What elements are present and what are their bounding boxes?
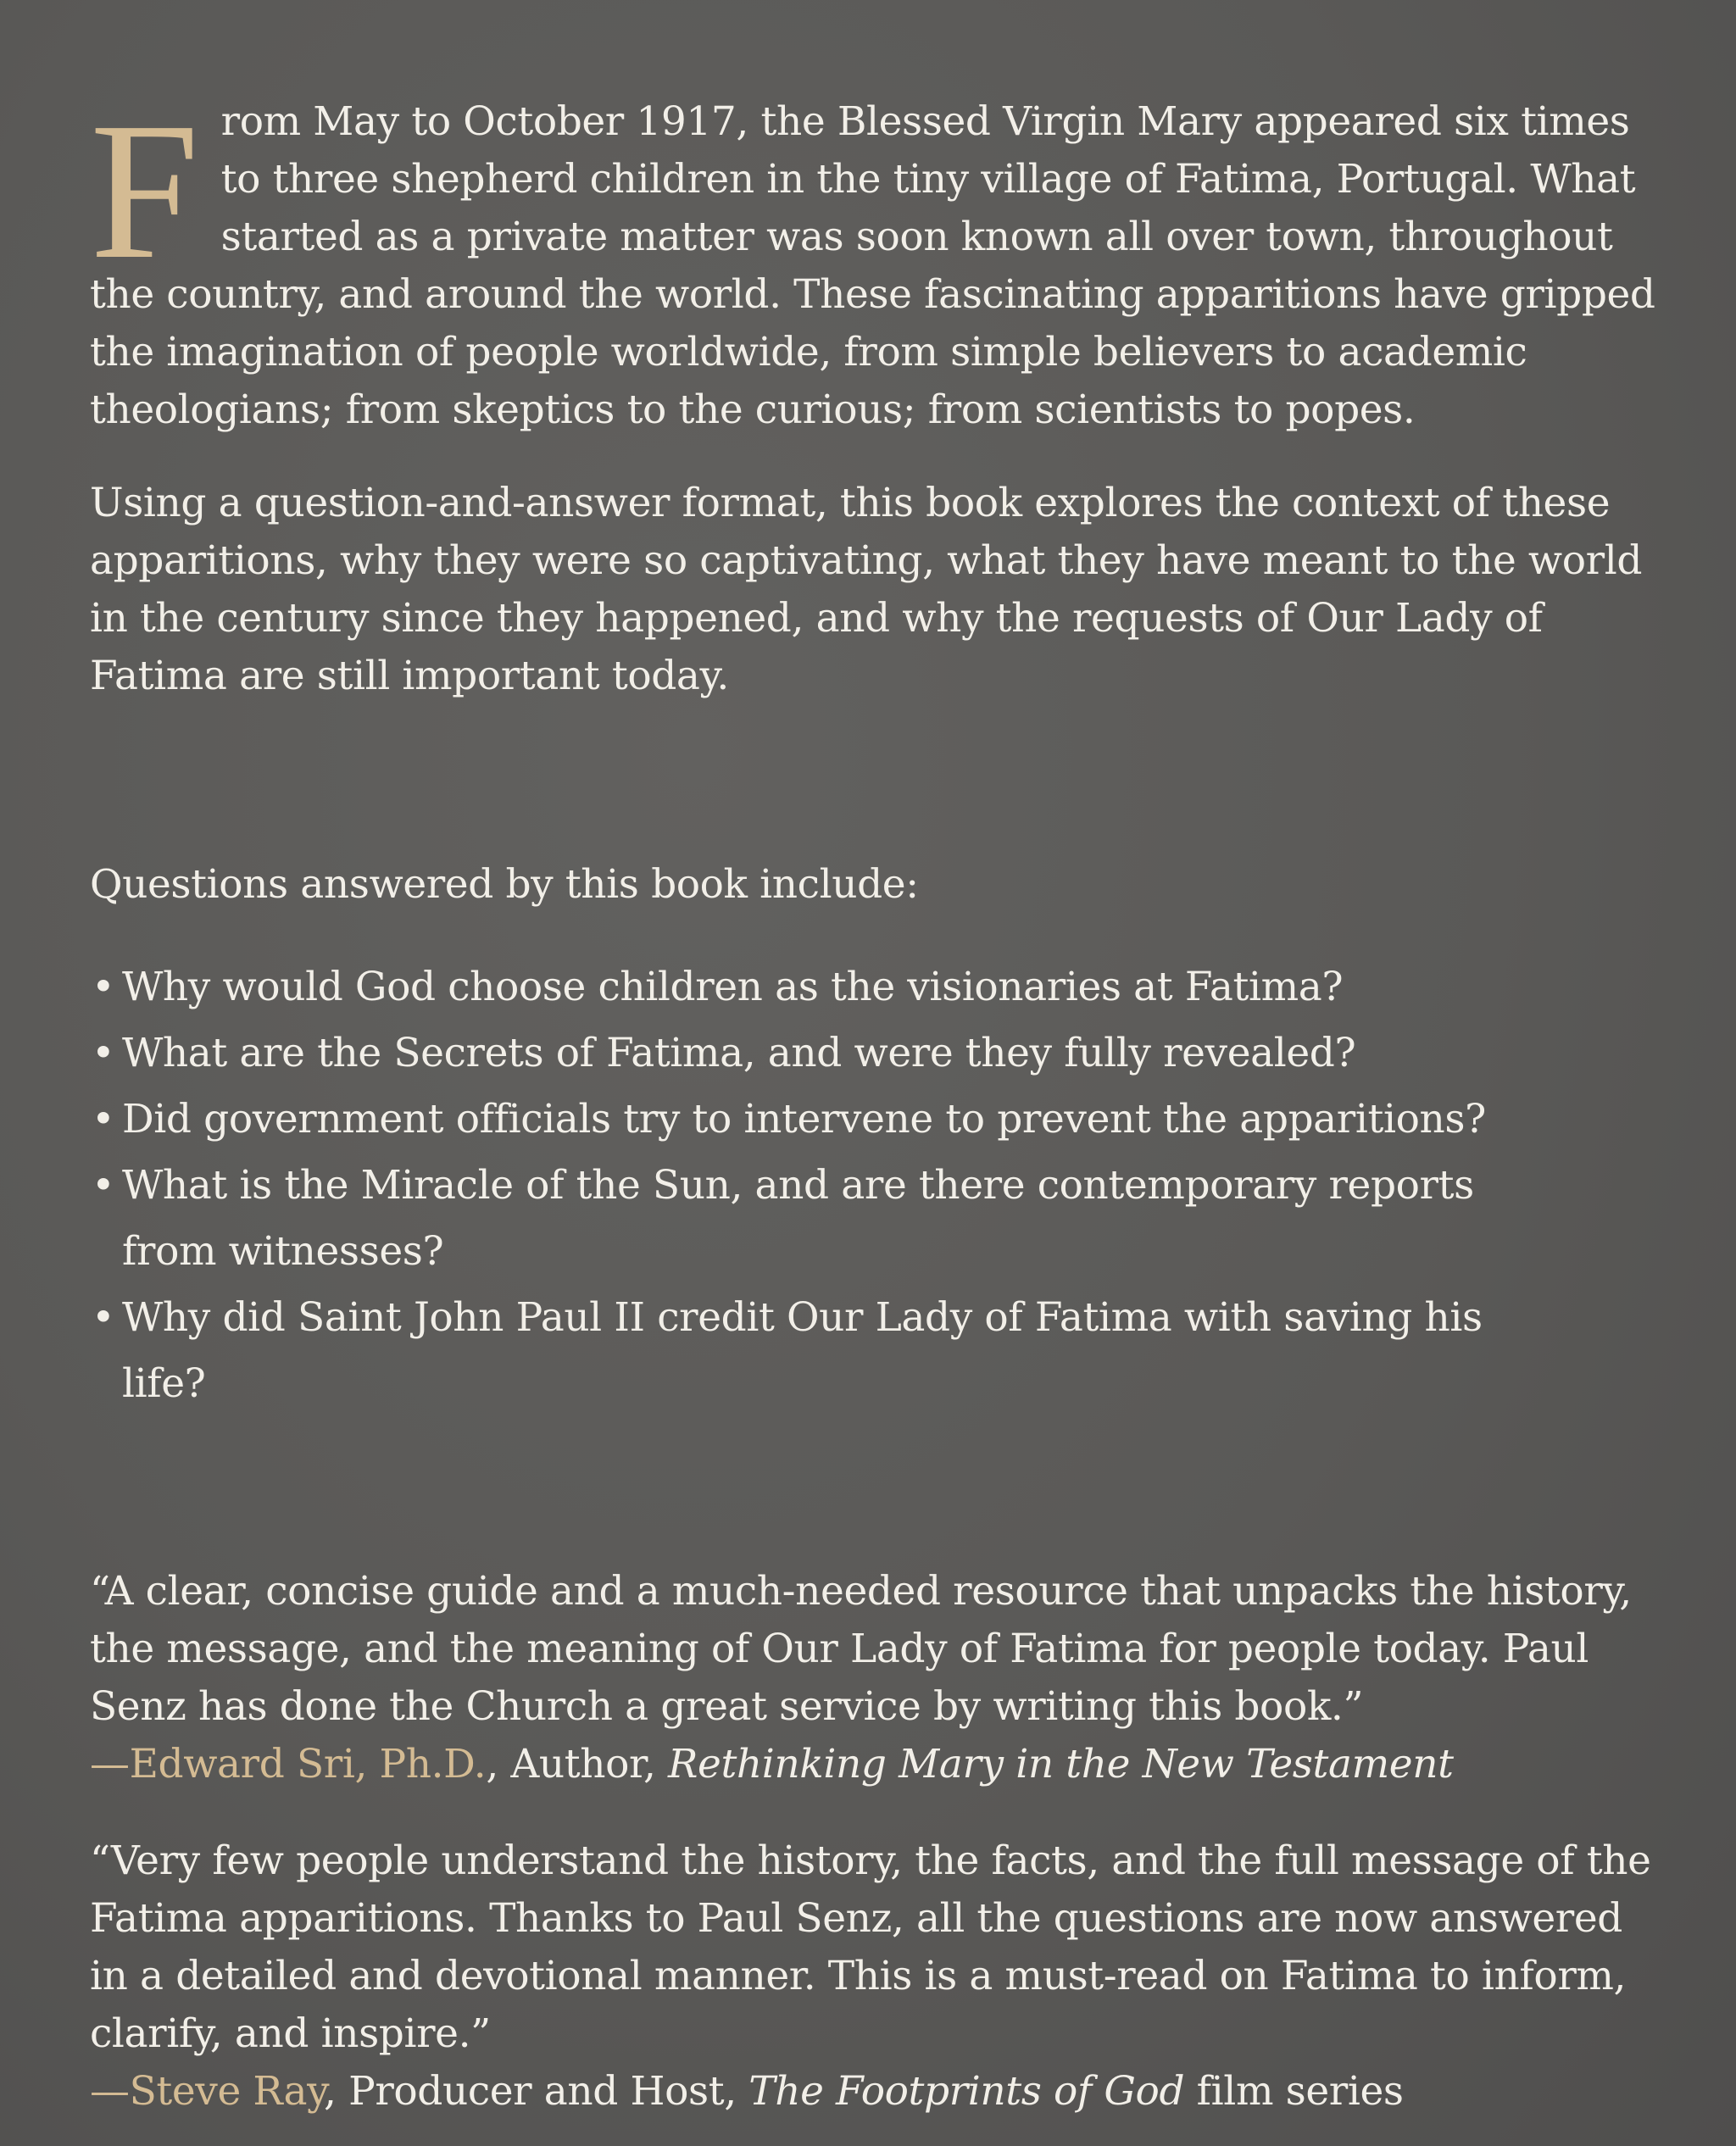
question-item <box>90 1087 1495 1153</box>
description-paragraph: Using a question-and-answer format, this book explores the context of these apparitions, why they were so captivating, what they have meant to the world in the century since they happened, and why the requests of Our Lady of Fatima are still important today. <box>90 480 1643 699</box>
question-item <box>90 1020 1495 1087</box>
bullet: • <box>92 1294 115 1341</box>
endorsement-2 <box>90 1832 1666 2121</box>
cover-text-block <box>90 82 1666 2121</box>
endorsement-attribution <box>90 2063 1666 2121</box>
question-text: Why did Saint John Paul II credit Our Lady of Fatima with saving his life? <box>122 1294 1483 1407</box>
question-text: What are the Secrets of Fatima, and were they fully revealed? <box>122 1030 1356 1076</box>
endorsement-quote: “A clear, concise guide and a much-needed resource that unpacks the history, the message, and the meaning of Our Lady of Fatima for people today. Paul Senz has done the Church a great service by writing this book.” <box>90 1568 1632 1730</box>
question-item <box>90 1285 1495 1417</box>
endorser-work-title: Rethinking Mary in the New Testament <box>668 1741 1454 1787</box>
endorser-name: Steve Ray <box>129 2068 325 2115</box>
question-item <box>90 1153 1495 1285</box>
attribution-dash: — <box>90 2068 130 2115</box>
bullet: • <box>92 1096 115 1142</box>
endorser-work-title: The Footprints of God <box>748 2068 1185 2115</box>
drop-cap: F <box>90 82 199 300</box>
endorser-role: , Producer and Host, <box>324 2068 749 2115</box>
question-text: What is the Miracle of the Sun, and are there contemporary reports from witnesses? <box>122 1162 1474 1275</box>
bullet: • <box>92 1030 115 1076</box>
endorsement-1 <box>90 1563 1658 1793</box>
question-text: Did government officials try to intervene to prevent the apparitions? <box>122 1096 1486 1142</box>
question-text: Why would God choose children as the visionaries at Fatima? <box>122 964 1344 1010</box>
questions-heading: Questions answered by this book include: <box>90 861 919 908</box>
intro-text: rom May to October 1917, the Blessed Virgin Mary appeared six times to three shepherd children in the tiny village of Fatima, Portugal. What started as a private matter was soon known all over town, throughout the country, and around the world. These fascinating apparitions have gripped the imagination of people worldwide, from simple believers to academic theologians; from skeptics to the curious; from scientists to popes. <box>90 98 1655 433</box>
endorser-suffix: film series <box>1184 2068 1404 2115</box>
intro-paragraph <box>90 82 1666 439</box>
question-item <box>90 954 1495 1020</box>
attribution-dash: — <box>90 1741 130 1787</box>
questions-list <box>90 954 1666 1417</box>
endorser-role: , Author, <box>486 1741 669 1787</box>
bullet: • <box>92 964 115 1010</box>
endorser-name: Edward Sri, Ph.D. <box>129 1741 487 1787</box>
endorsement-attribution <box>90 1736 1658 1793</box>
endorsement-quote: “Very few people understand the history, the facts, and the full message of the Fatima apparitions. Thanks to Paul Senz, all the questions are now answered in a detailed and devotional manner. This is a must-read on Fatima to inform, clarify, and inspire.” <box>90 1837 1651 2057</box>
bullet: • <box>92 1162 115 1209</box>
